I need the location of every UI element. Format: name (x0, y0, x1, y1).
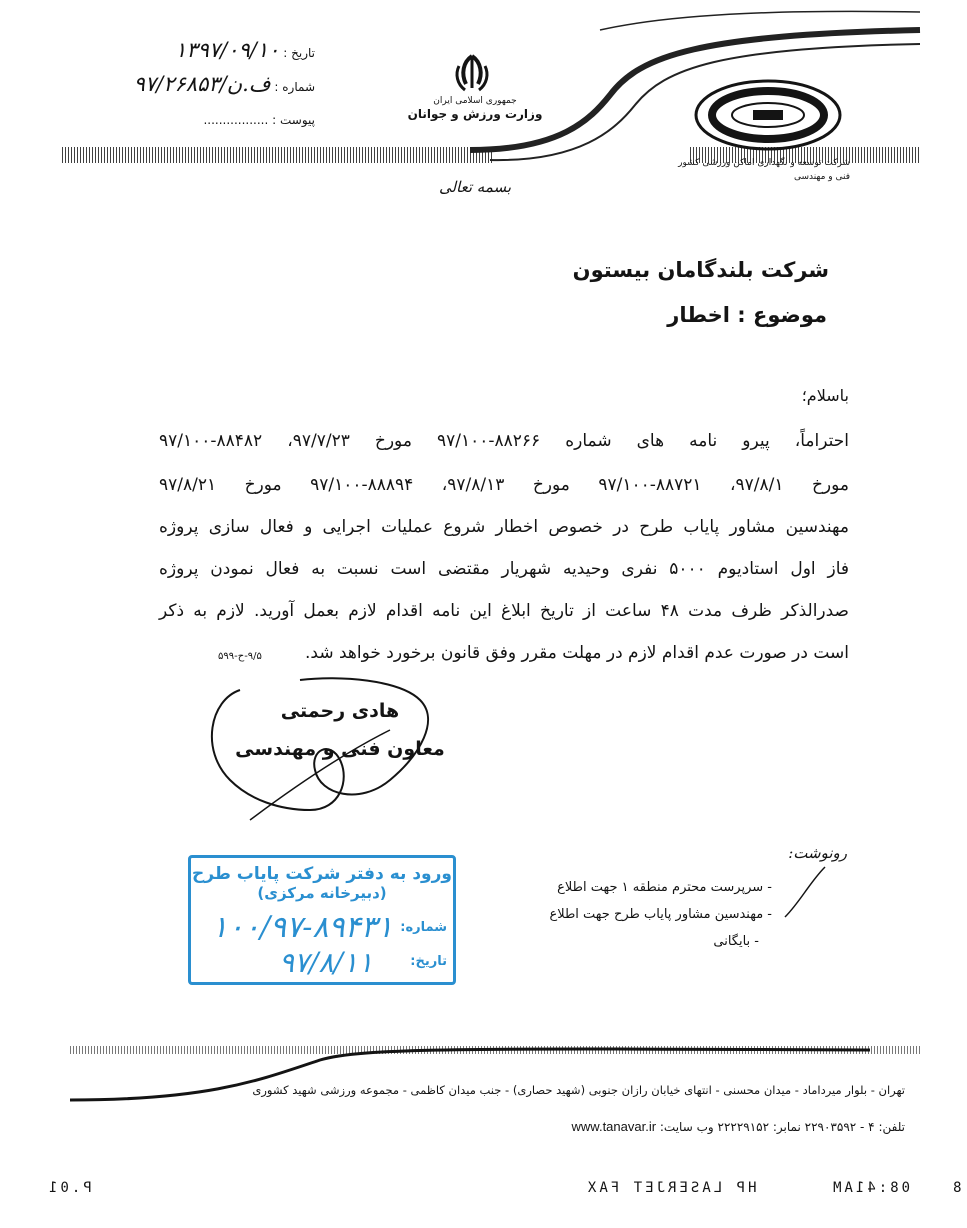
date-row (100, 38, 315, 62)
recipient: شرکت بلندگامان بیستون (572, 258, 829, 282)
number-value: ف.ن/۹۷/۲۶۸۵۳ (133, 72, 271, 96)
footer-phone: تلفن: ۴ - ۲۲۹۰۳۵۹۲ نمابر: ۲۲۲۲۹۱۵۲ وب سایت: (659, 1120, 905, 1134)
ref-note: ۹/۵-ح-۵۹۹ (218, 651, 262, 662)
signer-name: هادی رحمتی (280, 700, 400, 722)
date-value: ۱۳۹۷/۰۹/۱۰ (175, 38, 280, 62)
bismillah: بسمه تعالی (438, 178, 512, 196)
fax-model: HP LASERJET FAX (585, 1180, 757, 1196)
stamp-date-value: ۹۷/۸/۱۱ (278, 946, 373, 979)
copies-item-1: - سرپرست محترم منطقه ۱ جهت اطلاع (557, 880, 772, 895)
body-line-1: احتراماً، پیرو نامه های شماره ۸۸۲۶۶-۹۷/۱۰۰ مورخ ۹۷/۷/۲۳، ۸۸۴۸۲-۹۷/۱۰۰ (159, 431, 849, 451)
emblem-icon (449, 52, 495, 94)
copies-bracket (780, 862, 830, 922)
company-logo (693, 78, 843, 152)
body-line-5: صدرالذکر ظرف مدت ۴۸ ساعت از تاریخ ابلاغ این نامه اقدام لازم بعمل آورید. لازم به ذکر (159, 601, 849, 621)
company-line1: شرکت توسعه و نگهداری اماکن ورزشی کشور (678, 158, 850, 168)
body-line-6: است در صورت عدم اقدام لازم در مهلت مقرر وفق قانون برخورد خواهد شد. (305, 643, 849, 663)
registration-stamp (188, 855, 456, 985)
attachment-label: پیوست : (272, 113, 315, 127)
body-line-2: مورخ ۹۷/۸/۱، ۸۸۷۲۱-۹۷/۱۰۰ مورخ ۹۷/۸/۱۳، ۸۸۸۹۴-۹۷/۱۰۰ مورخ ۹۷/۸/۲۱ (159, 475, 850, 495)
footer-address: تهران - بلوار میرداماد - میدان محسنی - انتهای خیابان رازان جنوبی (شهید حصاری) - جنب میدان کاظمی - مجموعه ورزشی شهید کشوری (252, 1083, 905, 1097)
subject: موضوع : اخطار (667, 303, 827, 327)
stamp-number-value: ۱۰۰/۹۷-۸۹۴۳۱ (211, 910, 393, 945)
stamp-line2: (دبیرخانه مرکزی) (257, 884, 387, 902)
attachment-row (110, 113, 315, 127)
body-line-4: فاز اول استادیوم ۵۰۰۰ نفری وحیدیه شهریار مقتضی است نسبت به فعال نمودن پروژه (159, 559, 849, 579)
fax-page-number: 8 (950, 1180, 962, 1196)
company-caption (600, 156, 850, 184)
ministry-name: وزارت ورزش و جوانان (407, 107, 543, 121)
stamp-date-label: تاریخ: (410, 954, 447, 969)
footer-website[interactable]: www.tanavar.ir (571, 1119, 657, 1134)
copies-item-2: - مهندسین مشاور پایاب طرح جهت اطلاع (549, 907, 772, 922)
greeting: باسلام؛ (801, 386, 849, 405)
company-logo-icon (693, 78, 843, 152)
copies-label: رونوشت: (788, 844, 847, 862)
number-label: شماره : (274, 80, 315, 94)
company-line2: فنی و مهندسی (793, 172, 850, 182)
copies-item-3: - بایگانی (713, 934, 759, 949)
footer-contact (205, 1119, 905, 1134)
fax-time: 08:41AM (830, 1180, 911, 1196)
signer-title: معاون فنی و مهندسی (235, 738, 445, 760)
fax-page-ref: P.01 (46, 1180, 92, 1196)
body-line-3: مهندسین مشاور پایاب طرح در خصوص اخطار شروع عملیات اجرایی و فعال سازی پروژه (159, 517, 849, 537)
stamp-line1: ورود به دفتر شرکت پایاب طرح (192, 864, 452, 884)
footer-swoosh (60, 1040, 880, 1110)
attachment-dots: ................. (203, 113, 269, 127)
emblem-caption: جمهوری اسلامی ایران (433, 96, 517, 106)
number-row (80, 72, 315, 96)
national-emblem (449, 52, 495, 94)
stamp-number-label: شماره: (400, 920, 447, 935)
date-label: تاریخ : (283, 46, 315, 60)
